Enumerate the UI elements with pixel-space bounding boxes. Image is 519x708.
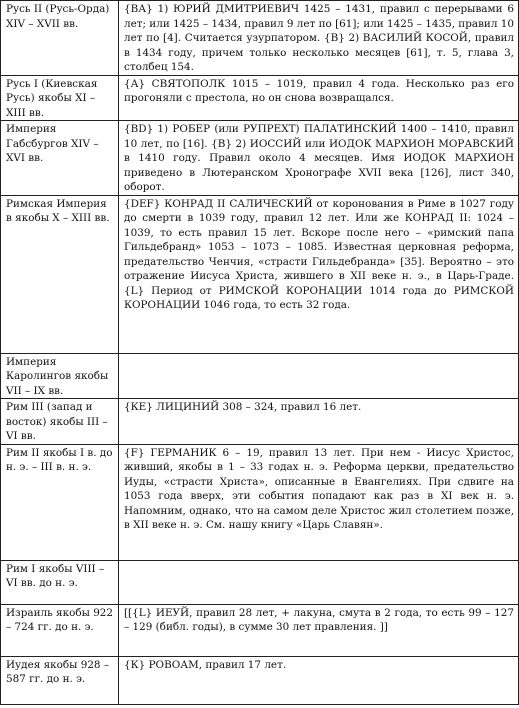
dynasty-name: Империя Габсбургов XIV – XVI вв. xyxy=(1,121,119,196)
ruler-description xyxy=(119,560,519,604)
dynasty-name: Рим I якобы VIII – VI вв. до н. э. xyxy=(1,560,119,604)
table-row xyxy=(1,656,519,704)
table-row xyxy=(1,195,519,353)
ruler-description xyxy=(119,353,519,399)
ruler-description: {ВА} 1) ЮРИЙ ДМИТРИЕВИЧ 1425 – 1431, правил с перерывами 6 лет; или 1425 – 1434, правил 9 лет по [61]; или 1425 – 1435, правил 10 лет по [4]. Считается узурпатором. {В} 2) ВАСИЛИЙ КОСОЙ, правил в 1434 году, причем только несколько месяцев [61], т. 5, глава 3, столбец 154. xyxy=(119,1,519,76)
ruler-description: {ВD} 1) РОБЕР (или РУПРЕХТ) ПАЛАТИНСКИЙ 1400 – 1410, правил 10 лет, по [16]. {В} 2) ИОССИЙ или ИОДОК МАРХИОН МОРАВСКИЙ в 1410 году. Правил около 4 месяцев. Имя ИОДОК МАРХИОН приведено в Лютеранском Хронографе XVII века [126], лист 340, оборот. xyxy=(119,121,519,196)
ruler-description: {К} РОВОАМ, правил 17 лет. xyxy=(119,656,519,704)
dynasty-name: Русь II (Русь-Орда) XIV – XVII вв. xyxy=(1,1,119,76)
table-row xyxy=(1,353,519,399)
table-row xyxy=(1,560,519,604)
table-row xyxy=(1,444,519,560)
table-row xyxy=(1,399,519,445)
dynasty-name: Римская Империя в якобы X – XIII вв. xyxy=(1,195,119,353)
dynasty-name: Империя Каролингов якобы VII – IX вв. xyxy=(1,353,119,399)
table-row xyxy=(1,121,519,196)
table-row xyxy=(1,75,519,121)
ruler-description: [[{L} ИЕУЙ, правил 28 лет, + лакуна, смута в 2 года, то есть 99 – 127 – 129 (библ. годы), в сумме 30 лет правления. ]] xyxy=(119,604,519,656)
dynasty-name: Рим II якобы I в. до н. э. – III в. н. э. xyxy=(1,444,119,560)
ruler-description: {А} СВЯТОПОЛК 1015 – 1019, правил 4 года. Несколько раз его прогоняли с престола, но он снова возвращался. xyxy=(119,75,519,121)
ruler-description: {КЕ} ЛИЦИНИЙ 308 – 324, правил 16 лет. xyxy=(119,399,519,445)
ruler-description: {F} ГЕРМАНИК 6 – 19, правил 13 лет. При нем - Иисус Христос, живший, якобы в 1 – 33 годах н. э. Реформа церкви, предательство Иуды, «страсти Христа», описанные в Евангелиях. При сдвиге на 1053 года вверх, эти события попадают как раз в XI век н. э. Напомним, однако, что на самом деле Христос жил столетием позже, в XII веке н. э. См. нашу книгу «Царь Славян». xyxy=(119,444,519,560)
table-row xyxy=(1,604,519,656)
table-row xyxy=(1,1,519,76)
dynasty-name: Иудея якобы 928 – 587 гг. до н. э. xyxy=(1,656,119,704)
ruler-description: {DEF} КОНРАД II САЛИЧЕСКИЙ от коронования в Риме в 1027 году до смерти в 1039 году, правил 12 лет. Или же КОНРАД II: 1024 – 1039, то есть правил 15 лет. Вскоре после него – «римский папа Гильдебранд» 1053 – 1073 – 1085. Известная церковная реформа, предательство Ченчия, «страсти Гильдебранда» [35]. Вероятно – это отражение Иисуса Христа, жившего в XII веке н. э., в Царь-Граде. {L} Период от РИМСКОЙ КОРОНАЦИИ 1014 года до РИМСКОЙ КОРОНАЦИИ 1046 года, то есть 32 года. xyxy=(119,195,519,353)
dynasty-name: Русь I (Киевская Русь) якобы XI – XIII вв. xyxy=(1,75,119,121)
dynasty-name: Израиль якобы 922 – 724 гг. до н. э. xyxy=(1,604,119,656)
dynasty-name: Рим III (запад и восток) якобы III – VI вв. xyxy=(1,399,119,445)
